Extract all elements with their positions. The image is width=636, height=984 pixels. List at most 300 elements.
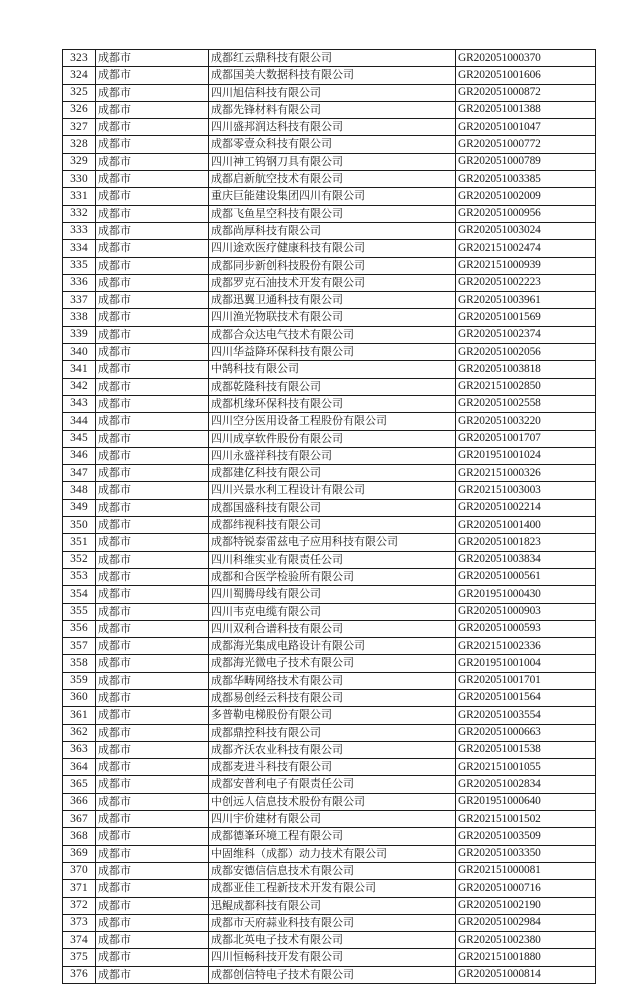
cell-company-name <box>209 361 456 378</box>
cell-index: 361 <box>63 707 96 724</box>
cell-city <box>96 378 209 395</box>
city-text: 成都市 <box>98 742 131 756</box>
cell-index: 370 <box>63 862 96 879</box>
cell-city <box>96 811 209 828</box>
cell-city <box>96 222 209 239</box>
cell-certificate-number: GR202051000716 <box>456 880 596 897</box>
table-row <box>63 188 596 205</box>
company-name-text: 四川空分医用设备工程股份有限公司 <box>211 414 387 428</box>
table-row <box>63 534 596 551</box>
cell-company-name <box>209 447 456 464</box>
cell-city <box>96 724 209 741</box>
cell-index: 368 <box>63 828 96 845</box>
table-row <box>63 914 596 931</box>
cell-company-name <box>209 67 456 84</box>
table-row <box>63 932 596 949</box>
table-row <box>63 603 596 620</box>
cell-index: 371 <box>63 880 96 897</box>
company-name-text: 四川宇价建材有限公司 <box>211 812 321 826</box>
cell-company-name <box>209 724 456 741</box>
cell-index: 349 <box>63 499 96 516</box>
city-text: 成都市 <box>98 327 131 341</box>
city-text: 成都市 <box>98 172 131 186</box>
city-text: 成都市 <box>98 933 131 947</box>
table-row <box>63 171 596 188</box>
cell-index: 338 <box>63 309 96 326</box>
city-text: 成都市 <box>98 604 131 618</box>
cell-index: 333 <box>63 222 96 239</box>
cell-certificate-number: GR202051002223 <box>456 274 596 291</box>
cell-index: 350 <box>63 517 96 534</box>
cell-company-name <box>209 50 456 67</box>
table-row <box>63 482 596 499</box>
company-name-text: 中固维科（成都）动力技术有限公司 <box>211 846 387 860</box>
company-name-text: 四川神工钨钢刀具有限公司 <box>211 154 343 168</box>
city-text: 成都市 <box>98 535 131 549</box>
cell-certificate-number: GR201951001024 <box>456 447 596 464</box>
cell-certificate-number: GR202151001880 <box>456 949 596 966</box>
cell-index: 347 <box>63 465 96 482</box>
city-text: 成都市 <box>98 379 131 393</box>
cell-city <box>96 638 209 655</box>
cell-certificate-number: GR202051002984 <box>456 914 596 931</box>
cell-company-name <box>209 811 456 828</box>
cell-city <box>96 153 209 170</box>
cell-company-name <box>209 499 456 516</box>
cell-index: 345 <box>63 430 96 447</box>
company-name-text: 成都乾隆科技有限公司 <box>211 379 321 393</box>
cell-certificate-number: GR202051000561 <box>456 568 596 585</box>
city-text: 成都市 <box>98 85 131 99</box>
table-row <box>63 499 596 516</box>
table-row <box>63 240 596 257</box>
company-name-text: 四川成享软件股份有限公司 <box>211 431 343 445</box>
cell-company-name <box>209 586 456 603</box>
cell-company-name <box>209 465 456 482</box>
cell-company-name <box>209 568 456 585</box>
cell-company-name <box>209 949 456 966</box>
table-row <box>63 568 596 585</box>
cell-company-name <box>209 551 456 568</box>
cell-certificate-number: GR202051001606 <box>456 67 596 84</box>
table-row <box>63 759 596 776</box>
cell-city <box>96 932 209 949</box>
cell-company-name <box>209 274 456 291</box>
cell-city <box>96 689 209 706</box>
cell-city <box>96 672 209 689</box>
cell-city <box>96 136 209 153</box>
company-name-text: 四川盛邦润达科技有限公司 <box>211 120 343 134</box>
cell-company-name <box>209 828 456 845</box>
company-name-text: 成都纬视科技有限公司 <box>211 518 321 532</box>
table-row <box>63 828 596 845</box>
cell-index: 376 <box>63 966 96 983</box>
city-text: 成都市 <box>98 915 131 929</box>
city-text: 成都市 <box>98 345 131 359</box>
cell-city <box>96 499 209 516</box>
company-name-text: 四川恒畅科技开发有限公司 <box>211 950 343 964</box>
company-name-text: 成都安普利电子有限责任公司 <box>211 777 354 791</box>
cell-index: 373 <box>63 914 96 931</box>
cell-company-name <box>209 326 456 343</box>
company-name-text: 成都易创经云科技有限公司 <box>211 690 343 704</box>
cell-certificate-number: GR202051002009 <box>456 188 596 205</box>
company-name-text: 四川兴景水利工程设计有限公司 <box>211 483 365 497</box>
company-name-text: 成都机缘环保科技有限公司 <box>211 396 343 410</box>
cell-certificate-number: GR202151002336 <box>456 638 596 655</box>
cell-certificate-number: GR202051003509 <box>456 828 596 845</box>
cell-certificate-number: GR201951000430 <box>456 586 596 603</box>
cell-company-name <box>209 153 456 170</box>
cell-index: 328 <box>63 136 96 153</box>
cell-certificate-number: GR202051001707 <box>456 430 596 447</box>
cell-certificate-number: GR202051003385 <box>456 171 596 188</box>
city-text: 成都市 <box>98 206 131 220</box>
table-container <box>62 49 575 984</box>
cell-company-name <box>209 517 456 534</box>
company-name-text: 多普勒电梯股份有限公司 <box>211 708 332 722</box>
cell-city <box>96 620 209 637</box>
table-body <box>63 50 596 984</box>
table-row <box>63 257 596 274</box>
city-text: 成都市 <box>98 881 131 895</box>
cell-certificate-number: GR202051002190 <box>456 897 596 914</box>
table-row <box>63 672 596 689</box>
city-text: 成都市 <box>98 275 131 289</box>
cell-city <box>96 395 209 412</box>
table-row <box>63 153 596 170</box>
company-name-text: 四川韦克电缆有限公司 <box>211 604 321 618</box>
cell-index: 358 <box>63 655 96 672</box>
company-name-text: 成都麦进斗科技有限公司 <box>211 760 332 774</box>
city-text: 成都市 <box>98 725 131 739</box>
cell-company-name <box>209 292 456 309</box>
cell-company-name <box>209 171 456 188</box>
cell-company-name <box>209 776 456 793</box>
cell-city <box>96 274 209 291</box>
cell-city <box>96 240 209 257</box>
cell-index: 353 <box>63 568 96 585</box>
cell-index: 352 <box>63 551 96 568</box>
city-text: 成都市 <box>98 431 131 445</box>
company-name-text: 成都德峯环境工程有限公司 <box>211 829 343 843</box>
table-row <box>63 966 596 983</box>
cell-index: 325 <box>63 84 96 101</box>
city-text: 成都市 <box>98 466 131 480</box>
company-name-text: 四川蜀腾母线有限公司 <box>211 587 321 601</box>
cell-company-name <box>209 344 456 361</box>
cell-company-name <box>209 655 456 672</box>
cell-certificate-number: GR202151000081 <box>456 862 596 879</box>
cell-certificate-number: GR202151003003 <box>456 482 596 499</box>
company-name-text: 成都罗克石油技术开发有限公司 <box>211 275 365 289</box>
city-text: 成都市 <box>98 223 131 237</box>
cell-city <box>96 828 209 845</box>
cell-company-name <box>209 413 456 430</box>
city-text: 成都市 <box>98 241 131 255</box>
table-row <box>63 447 596 464</box>
cell-city <box>96 966 209 983</box>
cell-company-name <box>209 620 456 637</box>
company-name-text: 成都飞鱼星空科技有限公司 <box>211 206 343 220</box>
city-text: 成都市 <box>98 587 131 601</box>
cell-city <box>96 759 209 776</box>
cell-index: 359 <box>63 672 96 689</box>
company-name-text: 成都红云鼎科技有限公司 <box>211 51 332 64</box>
city-text: 成都市 <box>98 414 131 428</box>
company-name-text: 四川科维实业有限责任公司 <box>211 552 343 566</box>
cell-index: 331 <box>63 188 96 205</box>
cell-certificate-number: GR202051000789 <box>456 153 596 170</box>
cell-company-name <box>209 741 456 758</box>
cell-company-name <box>209 862 456 879</box>
enterprise-certificate-table <box>62 49 596 984</box>
city-text: 成都市 <box>98 829 131 843</box>
cell-certificate-number: GR201951000640 <box>456 793 596 810</box>
cell-index: 351 <box>63 534 96 551</box>
cell-company-name <box>209 378 456 395</box>
company-name-text: 成都海光微电子技术有限公司 <box>211 656 354 670</box>
cell-company-name <box>209 932 456 949</box>
cell-city <box>96 257 209 274</box>
table-row <box>63 465 596 482</box>
cell-city <box>96 603 209 620</box>
cell-city <box>96 862 209 879</box>
cell-company-name <box>209 84 456 101</box>
cell-index: 346 <box>63 447 96 464</box>
city-text: 成都市 <box>98 967 131 981</box>
city-text: 成都市 <box>98 621 131 635</box>
cell-city <box>96 171 209 188</box>
table-row <box>63 222 596 239</box>
table-row <box>63 793 596 810</box>
cell-company-name <box>209 845 456 862</box>
cell-city <box>96 119 209 136</box>
company-name-text: 成都齐沃农业科技有限公司 <box>211 742 343 756</box>
table-row <box>63 292 596 309</box>
company-name-text: 中鹄科技有限公司 <box>211 362 299 376</box>
city-text: 成都市 <box>98 120 131 134</box>
cell-city <box>96 914 209 931</box>
cell-index: 348 <box>63 482 96 499</box>
table-row <box>63 586 596 603</box>
company-name-text: 四川旭信科技有限公司 <box>211 85 321 99</box>
city-text: 成都市 <box>98 258 131 272</box>
cell-certificate-number: GR202051000903 <box>456 603 596 620</box>
company-name-text: 成都尚厚科技有限公司 <box>211 223 321 237</box>
city-text: 成都市 <box>98 846 131 860</box>
cell-city <box>96 361 209 378</box>
cell-city <box>96 50 209 67</box>
table-row <box>63 517 596 534</box>
company-name-text: 成都建亿科技有限公司 <box>211 466 321 480</box>
company-name-text: 成都海光集成电路设计有限公司 <box>211 639 365 653</box>
cell-certificate-number: GR202051003818 <box>456 361 596 378</box>
city-text: 成都市 <box>98 448 131 462</box>
cell-city <box>96 482 209 499</box>
company-name-text: 成都合众达电气技术有限公司 <box>211 327 354 341</box>
cell-certificate-number: GR202051000593 <box>456 620 596 637</box>
city-text: 成都市 <box>98 68 131 82</box>
cell-certificate-number: GR202051000772 <box>456 136 596 153</box>
cell-index: 340 <box>63 344 96 361</box>
company-name-text: 成都同步新创科技股份有限公司 <box>211 258 365 272</box>
cell-company-name <box>209 793 456 810</box>
cell-index: 334 <box>63 240 96 257</box>
cell-index: 326 <box>63 101 96 118</box>
cell-index: 355 <box>63 603 96 620</box>
cell-index: 372 <box>63 897 96 914</box>
cell-company-name <box>209 880 456 897</box>
cell-index: 336 <box>63 274 96 291</box>
table-row <box>63 50 596 67</box>
company-name-text: 迅鲲成都科技有限公司 <box>211 898 321 912</box>
cell-city <box>96 776 209 793</box>
cell-certificate-number: GR202051000814 <box>456 966 596 983</box>
cell-index: 369 <box>63 845 96 862</box>
city-text: 成都市 <box>98 639 131 653</box>
city-text: 成都市 <box>98 362 131 376</box>
company-name-text: 成都先锋材料有限公司 <box>211 102 321 116</box>
cell-index: 366 <box>63 793 96 810</box>
company-name-text: 成都国美大数据科技有限公司 <box>211 68 354 82</box>
city-text: 成都市 <box>98 154 131 168</box>
cell-index: 360 <box>63 689 96 706</box>
cell-city <box>96 793 209 810</box>
company-name-text: 重庆巨能建设集团四川有限公司 <box>211 189 365 203</box>
cell-index: 329 <box>63 153 96 170</box>
cell-city <box>96 326 209 343</box>
company-name-text: 四川华益降环保科技有限公司 <box>211 345 354 359</box>
cell-city <box>96 447 209 464</box>
table-row <box>63 707 596 724</box>
cell-company-name <box>209 309 456 326</box>
cell-certificate-number: GR202051003961 <box>456 292 596 309</box>
cell-certificate-number: GR202051000370 <box>456 50 596 67</box>
cell-certificate-number: GR202051000872 <box>456 84 596 101</box>
table-row <box>63 862 596 879</box>
table-row <box>63 378 596 395</box>
table-row <box>63 119 596 136</box>
cell-certificate-number: GR202051001823 <box>456 534 596 551</box>
table-row <box>63 776 596 793</box>
table-row <box>63 84 596 101</box>
cell-city <box>96 465 209 482</box>
cell-certificate-number: GR202051001701 <box>456 672 596 689</box>
table-row <box>63 638 596 655</box>
city-text: 成都市 <box>98 102 131 116</box>
table-row <box>63 67 596 84</box>
cell-company-name <box>209 759 456 776</box>
cell-company-name <box>209 188 456 205</box>
city-text: 成都市 <box>98 794 131 808</box>
cell-index: 343 <box>63 395 96 412</box>
cell-city <box>96 845 209 862</box>
table-row <box>63 689 596 706</box>
table-row <box>63 741 596 758</box>
cell-city <box>96 292 209 309</box>
table-row <box>63 136 596 153</box>
cell-company-name <box>209 101 456 118</box>
cell-certificate-number: GR202051000956 <box>456 205 596 222</box>
cell-city <box>96 949 209 966</box>
cell-index: 342 <box>63 378 96 395</box>
cell-certificate-number: GR202151001055 <box>456 759 596 776</box>
cell-city <box>96 84 209 101</box>
table-row <box>63 880 596 897</box>
city-text: 成都市 <box>98 690 131 704</box>
city-text: 成都市 <box>98 293 131 307</box>
cell-certificate-number: GR202051002558 <box>456 395 596 412</box>
company-name-text: 成都迅翼卫通科技有限公司 <box>211 293 343 307</box>
company-name-text: 四川双利合谱科技有限公司 <box>211 621 343 635</box>
cell-index: 344 <box>63 413 96 430</box>
cell-certificate-number: GR202051001388 <box>456 101 596 118</box>
table-row <box>63 413 596 430</box>
cell-certificate-number: GR202051001400 <box>456 517 596 534</box>
company-name-text: 成都国盛科技有限公司 <box>211 500 321 514</box>
cell-company-name <box>209 482 456 499</box>
cell-company-name <box>209 257 456 274</box>
table-row <box>63 344 596 361</box>
cell-certificate-number: GR202151002850 <box>456 378 596 395</box>
cell-index: 363 <box>63 741 96 758</box>
city-text: 成都市 <box>98 310 131 324</box>
city-text: 成都市 <box>98 760 131 774</box>
cell-company-name <box>209 707 456 724</box>
cell-city <box>96 586 209 603</box>
cell-city <box>96 101 209 118</box>
company-name-text: 成都零壹众科技有限公司 <box>211 137 332 151</box>
company-name-text: 成都特锐泰雷兹电子应用科技有限公司 <box>211 535 398 549</box>
cell-city <box>96 880 209 897</box>
cell-certificate-number: GR202151002474 <box>456 240 596 257</box>
cell-company-name <box>209 638 456 655</box>
cell-index: 327 <box>63 119 96 136</box>
cell-certificate-number: GR202051001564 <box>456 689 596 706</box>
cell-city <box>96 534 209 551</box>
city-text: 成都市 <box>98 396 131 410</box>
table-row <box>63 724 596 741</box>
cell-certificate-number: GR202051002834 <box>456 776 596 793</box>
cell-certificate-number: GR202051001047 <box>456 119 596 136</box>
cell-city <box>96 309 209 326</box>
cell-city <box>96 188 209 205</box>
city-text: 成都市 <box>98 863 131 877</box>
company-name-text: 成都鼎控科技有限公司 <box>211 725 321 739</box>
cell-company-name <box>209 136 456 153</box>
cell-city <box>96 67 209 84</box>
cell-company-name <box>209 395 456 412</box>
cell-index: 357 <box>63 638 96 655</box>
cell-certificate-number: GR202051002374 <box>456 326 596 343</box>
cell-city <box>96 344 209 361</box>
cell-company-name <box>209 240 456 257</box>
cell-city <box>96 430 209 447</box>
cell-index: 356 <box>63 620 96 637</box>
cell-company-name <box>209 689 456 706</box>
cell-city <box>96 741 209 758</box>
cell-certificate-number: GR202051003554 <box>456 707 596 724</box>
cell-certificate-number: GR202051002214 <box>456 499 596 516</box>
city-text: 成都市 <box>98 51 131 64</box>
city-text: 成都市 <box>98 137 131 151</box>
table-row <box>63 309 596 326</box>
cell-certificate-number: GR202051003024 <box>456 222 596 239</box>
company-name-text: 成都亚佳工程新技术开发有限公司 <box>211 881 376 895</box>
cell-certificate-number: GR202151000326 <box>456 465 596 482</box>
cell-index: 354 <box>63 586 96 603</box>
